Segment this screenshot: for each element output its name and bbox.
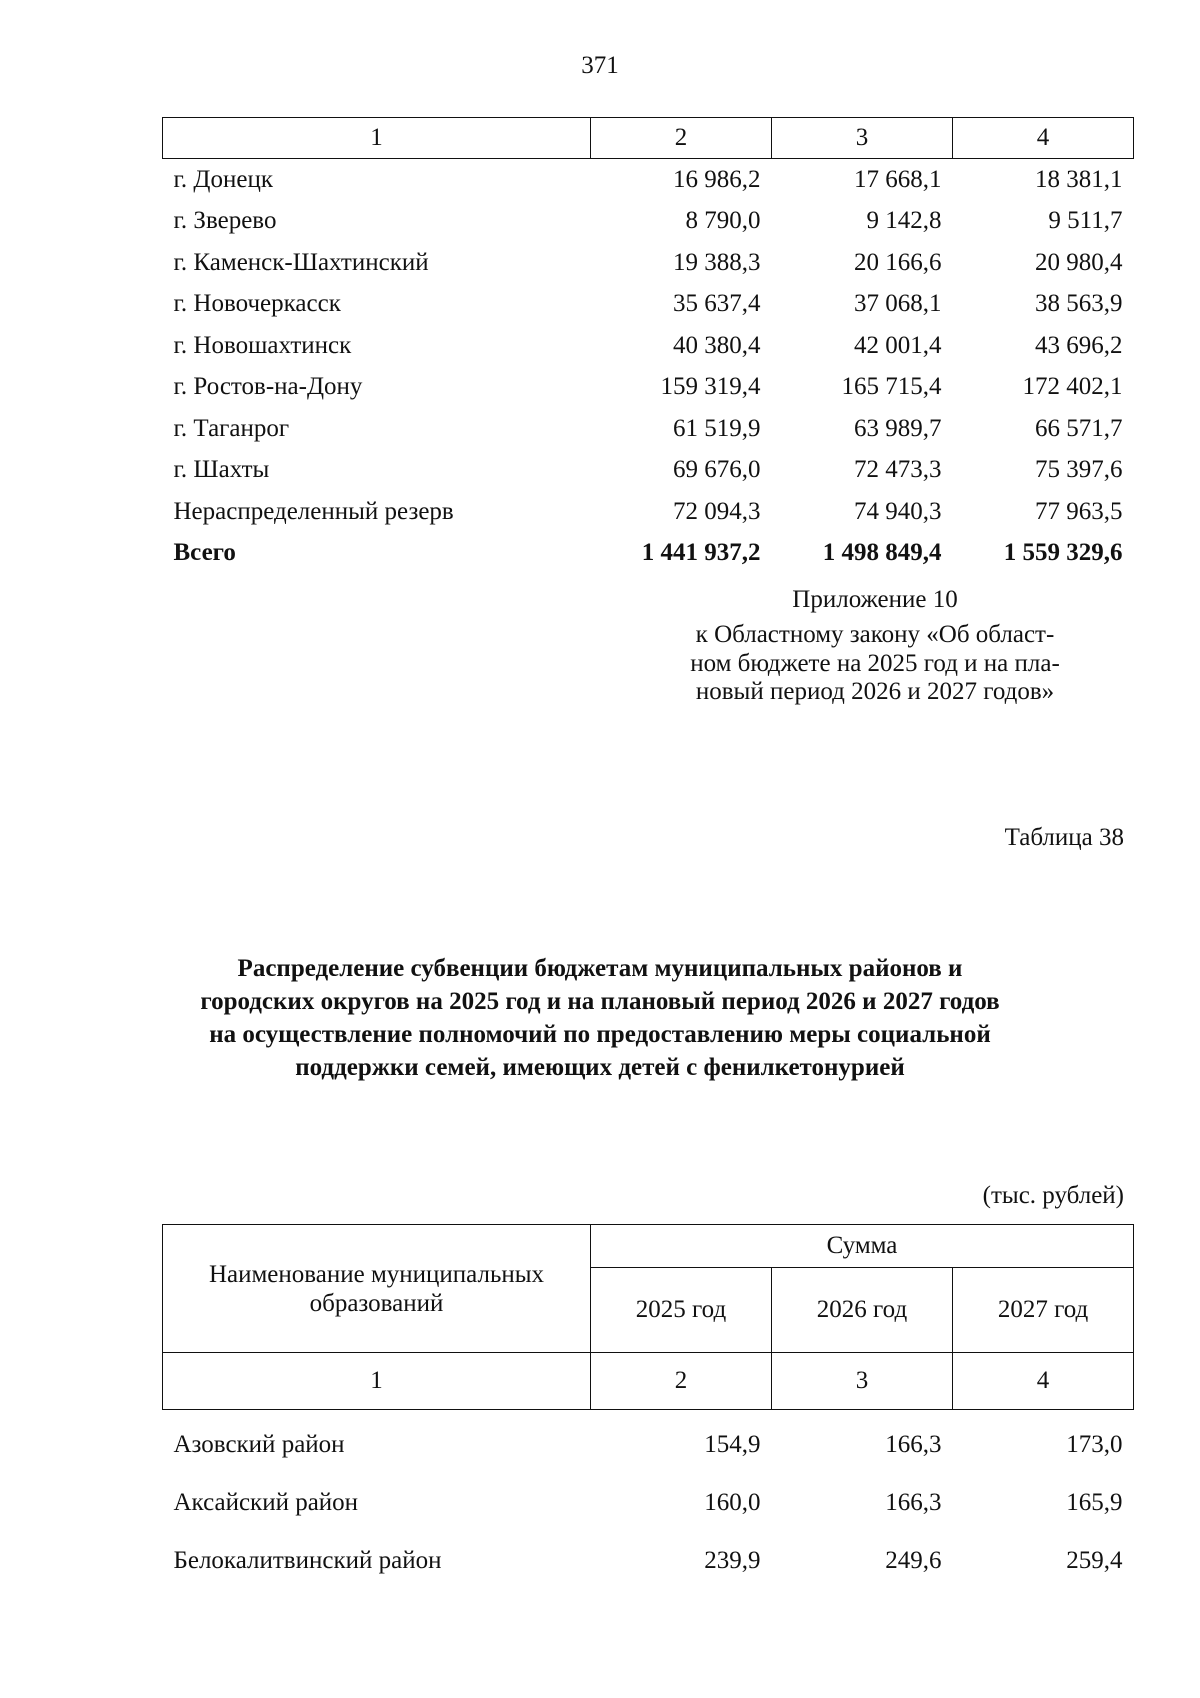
value-2027: 18 381,1 — [1035, 165, 1123, 193]
header-sum: Сумма — [591, 1225, 1134, 1268]
value-2027: 173,0 — [1066, 1431, 1123, 1458]
column-number-row — [163, 118, 1134, 159]
value-2027: 77 963,5 — [1035, 497, 1123, 525]
value-2026: 249,6 — [885, 1547, 942, 1574]
value-2025: 69 676,0 — [673, 456, 761, 484]
header-municipality-name — [163, 1225, 591, 1353]
header-name-line: образований — [309, 1289, 444, 1317]
value-2025: 159 319,4 — [660, 373, 761, 401]
continued-table — [162, 117, 1134, 574]
value-2027: 75 397,6 — [1035, 456, 1123, 484]
municipality-name: г. Новочеркасск — [173, 290, 341, 318]
appendix-basis-line: ном бюджете на 2025 год и на пла- — [690, 649, 1060, 677]
column-number: 1 — [163, 118, 591, 159]
municipality-name: г. Донецк — [173, 165, 273, 193]
value-2025: 16 986,2 — [673, 165, 761, 193]
table-row — [163, 367, 1134, 409]
value-2026: 20 166,6 — [854, 248, 942, 276]
municipality-name: г. Зверево — [173, 207, 277, 235]
header-row — [163, 1225, 1134, 1268]
units-label: (тыс. рублей) — [982, 1182, 1124, 1209]
appendix-label: Приложение 10 — [792, 586, 958, 613]
table-row — [163, 284, 1134, 326]
value-2026: 72 473,3 — [854, 456, 942, 484]
title-line: городских округов на 2025 год и на плановый период 2026 и 2027 годов — [200, 988, 1000, 1015]
header-year: 2026 год — [772, 1268, 953, 1353]
value-2025: 19 388,3 — [673, 248, 761, 276]
table-row — [163, 408, 1134, 450]
value-2025: 239,9 — [704, 1547, 761, 1574]
value-2026: 63 989,7 — [854, 414, 942, 442]
column-number: 2 — [591, 118, 772, 159]
page-number: 371 — [581, 52, 619, 79]
value-2026: 166,3 — [885, 1489, 942, 1516]
value-2027: 66 571,7 — [1035, 414, 1123, 442]
appendix-note — [620, 586, 1130, 707]
value-2025: 61 519,9 — [673, 414, 761, 442]
value-2026: 74 940,3 — [854, 497, 942, 525]
municipality-name: Нераспределенный резерв — [173, 497, 454, 525]
total-label: Всего — [173, 539, 236, 567]
title-line: Распределение субвенции бюджетам муниципальных районов и — [237, 955, 963, 982]
table-row — [163, 1474, 1134, 1532]
header-year: 2025 год — [591, 1268, 772, 1353]
header-year: 2027 год — [953, 1268, 1134, 1353]
total-2025: 1 441 937,2 — [641, 539, 761, 567]
value-2025: 154,9 — [704, 1431, 761, 1458]
appendix-basis-line: к Областному закону «Об област- — [695, 620, 1055, 648]
table-number: Таблица 38 — [1004, 824, 1124, 851]
column-number: 4 — [953, 118, 1134, 159]
title-line: на осуществление полномочий по предоставлению меры социальной — [209, 1021, 991, 1048]
table-title — [130, 952, 1070, 1084]
column-number: 1 — [163, 1353, 591, 1410]
total-row — [163, 533, 1134, 575]
subvention-table — [162, 1224, 1134, 1590]
value-2026: 42 001,4 — [854, 331, 942, 359]
table-row — [163, 491, 1134, 533]
value-2025: 72 094,3 — [673, 497, 761, 525]
value-2025: 40 380,4 — [673, 331, 761, 359]
value-2026: 37 068,1 — [854, 290, 942, 318]
table-row — [163, 325, 1134, 367]
total-2027: 1 559 329,6 — [1003, 539, 1123, 567]
value-2026: 9 142,8 — [866, 207, 942, 235]
column-number: 2 — [591, 1353, 772, 1410]
table-row — [163, 450, 1134, 492]
value-2027: 38 563,9 — [1035, 290, 1123, 318]
value-2026: 165 715,4 — [841, 373, 942, 401]
value-2027: 20 980,4 — [1035, 248, 1123, 276]
value-2025: 8 790,0 — [685, 207, 761, 235]
value-2025: 160,0 — [704, 1489, 761, 1516]
appendix-basis-line: новый период 2026 и 2027 годов» — [695, 678, 1055, 706]
municipality-name: г. Новошахтинск — [173, 331, 352, 359]
value-2026: 166,3 — [885, 1431, 942, 1458]
table-row — [163, 159, 1134, 201]
value-2027: 172 402,1 — [1022, 373, 1123, 401]
municipality-name: г. Ростов-на-Дону — [173, 373, 363, 401]
title-line: поддержки семей, имеющих детей с фенилкетонурией — [295, 1054, 905, 1081]
table-row — [163, 1410, 1134, 1475]
municipality-name: г. Шахты — [173, 456, 270, 484]
table-row — [163, 201, 1134, 243]
column-number: 3 — [772, 1353, 953, 1410]
municipality-name: Аксайский район — [173, 1489, 359, 1516]
municipality-name: г. Таганрог — [173, 414, 290, 442]
column-number: 4 — [953, 1353, 1134, 1410]
value-2027: 9 511,7 — [1048, 207, 1123, 235]
column-number-row — [163, 1353, 1134, 1410]
header-name-line: Наименование муниципальных — [208, 1260, 545, 1288]
table-row — [163, 1532, 1134, 1590]
value-2027: 43 696,2 — [1035, 331, 1123, 359]
value-2027: 259,4 — [1066, 1547, 1123, 1574]
total-2026: 1 498 849,4 — [822, 539, 942, 567]
value-2027: 165,9 — [1066, 1489, 1123, 1516]
municipality-name: Белокалитвинский район — [173, 1547, 442, 1574]
value-2026: 17 668,1 — [854, 165, 942, 193]
table-row — [163, 242, 1134, 284]
municipality-name: г. Каменск-Шахтинский — [173, 248, 429, 276]
value-2025: 35 637,4 — [673, 290, 761, 318]
municipality-name: Азовский район — [173, 1431, 345, 1458]
column-number: 3 — [772, 118, 953, 159]
